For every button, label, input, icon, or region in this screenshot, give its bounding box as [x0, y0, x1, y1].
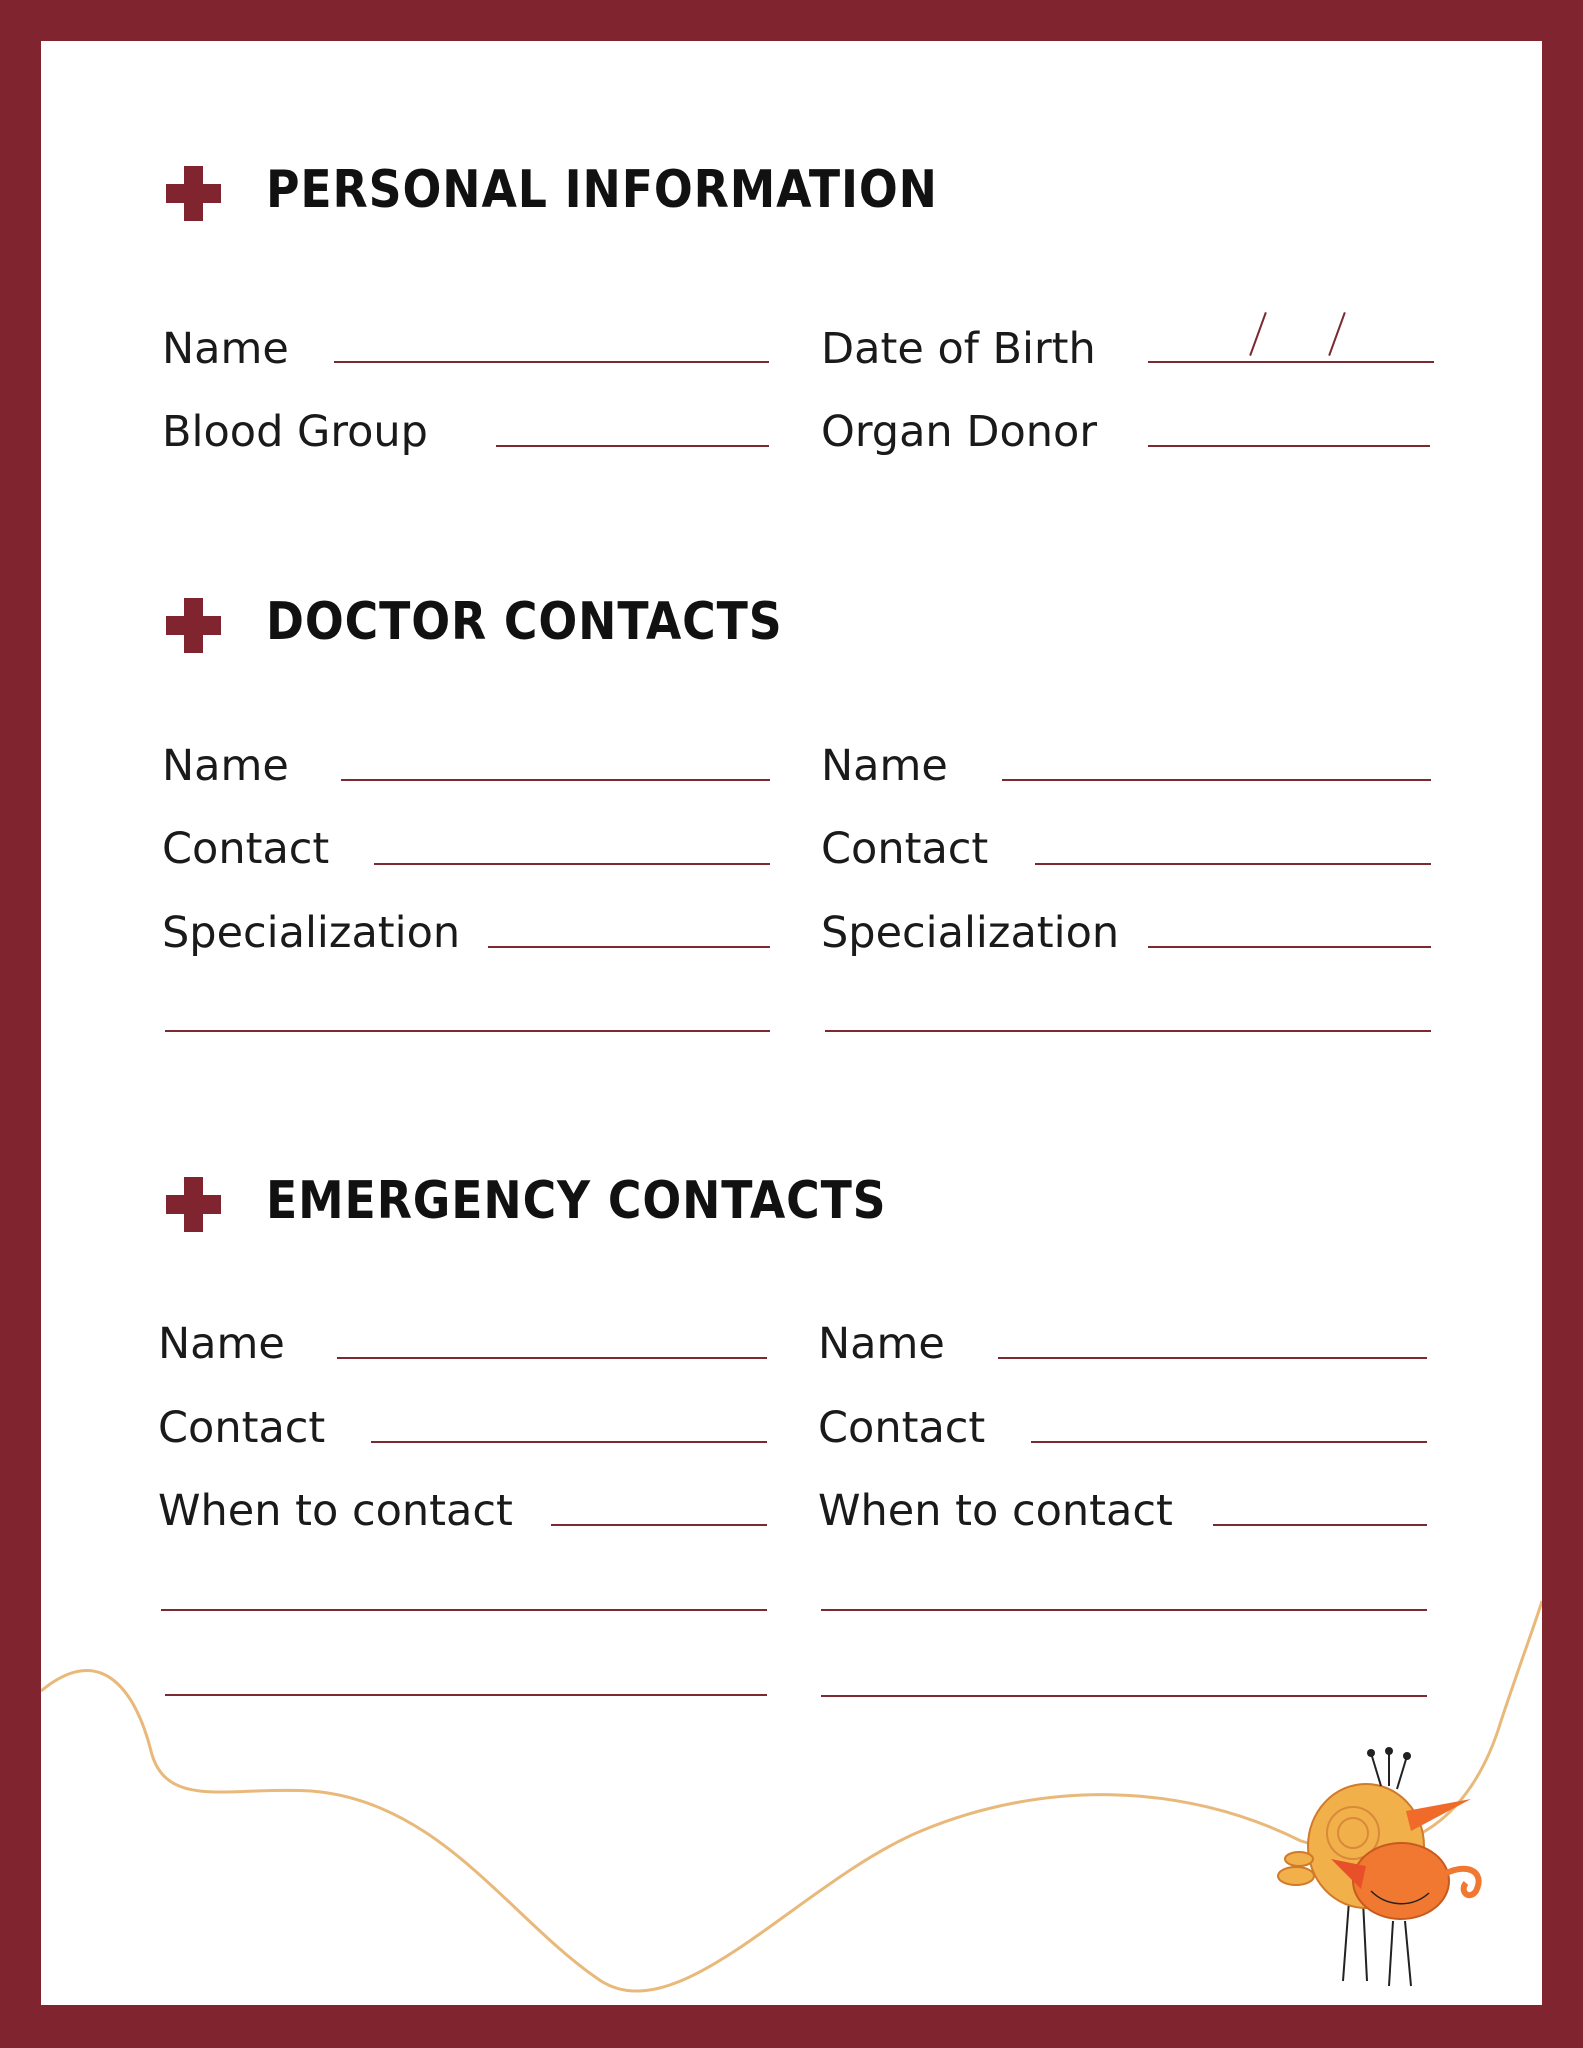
blood-group-label: Blood Group — [162, 407, 428, 457]
doctor-1-name-label: Name — [162, 741, 289, 791]
doctor-1-specialization-label: Specialization — [162, 908, 461, 958]
doctor-section-title: DOCTOR CONTACTS — [266, 592, 783, 652]
emergency-1-contact-label: Contact — [158, 1403, 326, 1453]
doctor-2-name-label: Name — [821, 741, 948, 791]
form-page — [41, 41, 1542, 2005]
decorative-curve — [41, 41, 1542, 2005]
organ-donor-label: Organ Donor — [821, 407, 1097, 457]
emergency-2-when-label: When to contact — [818, 1486, 1173, 1536]
dob-label: Date of Birth — [821, 324, 1096, 374]
doctor-2-contact-label: Contact — [821, 824, 989, 874]
emergency-1-when-label: When to contact — [158, 1486, 513, 1536]
emergency-2-contact-label: Contact — [818, 1403, 986, 1453]
doctor-2-specialization-label: Specialization — [821, 908, 1120, 958]
bird-illustration-icon — [1271, 1741, 1541, 1991]
emergency-2-name-label: Name — [818, 1319, 945, 1369]
personal-name-label: Name — [162, 324, 289, 374]
doctor-1-contact-label: Contact — [162, 824, 330, 874]
personal-section-title: PERSONAL INFORMATION — [266, 160, 938, 220]
emergency-section-title: EMERGENCY CONTACTS — [266, 1171, 887, 1231]
emergency-1-name-label: Name — [158, 1319, 285, 1369]
